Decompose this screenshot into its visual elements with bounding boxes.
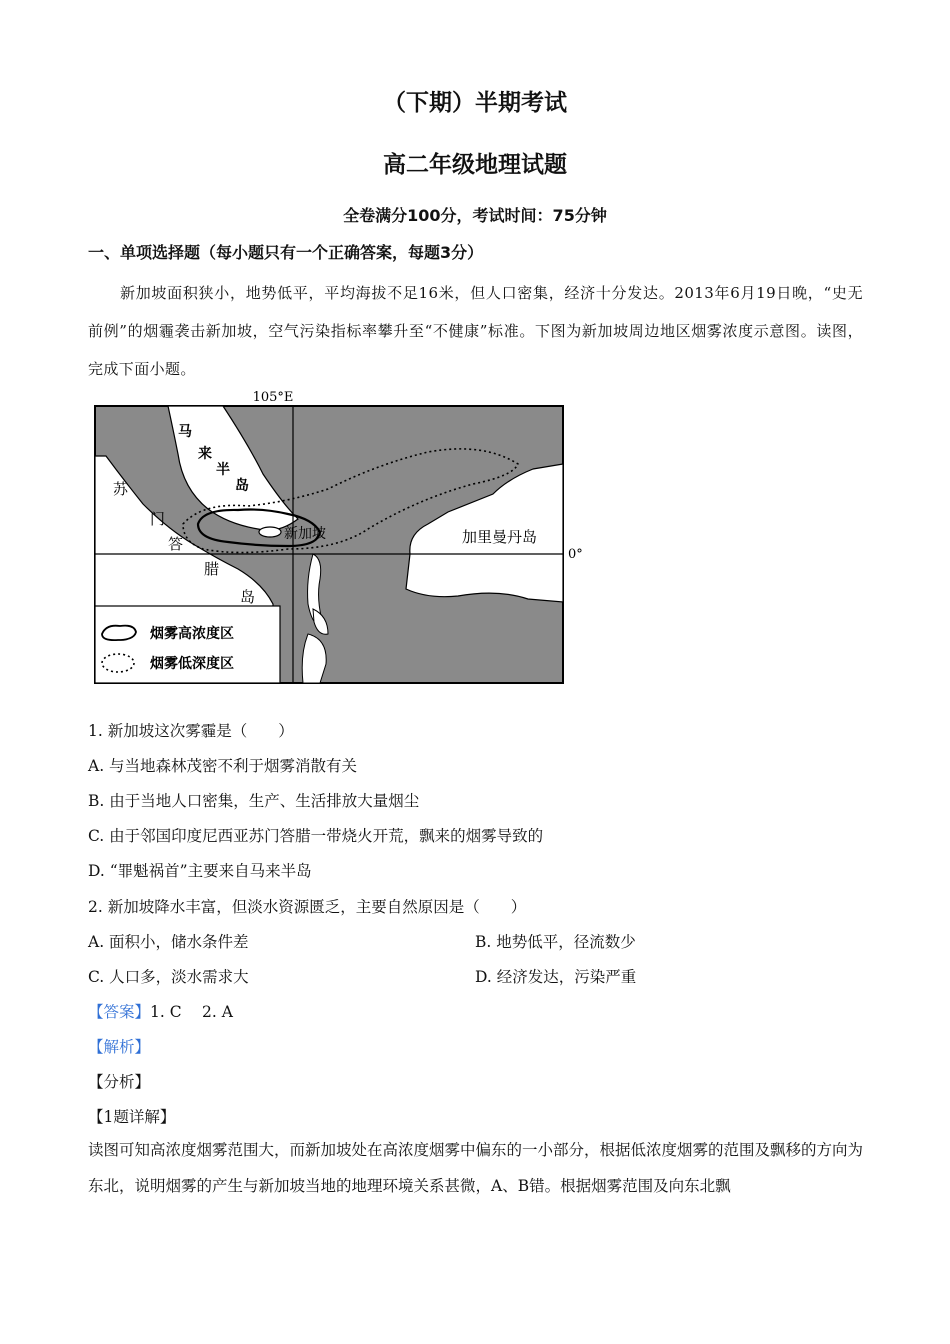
legend-high-label: 烟雾高浓度区 [150, 626, 234, 642]
question-option: D. “罪魁祸首”主要来自马来半岛 [88, 862, 312, 880]
legend-low-label: 烟雾低深度区 [150, 656, 234, 672]
malay-label-char: 来 [198, 446, 212, 462]
sumatra-label-char: 腊 [204, 560, 220, 578]
intro-paragraph: 新加坡面积狭小，地势低平，平均海拔不足16米，但人口密集，经济十分发达。2013年6月19日晚，“史无前例”的烟霾袭击新加坡，空气污染指标率攀升至“不健康”标准。下图为新加坡周边地区烟雾浓度示意图。读图，完成下面小题。 [88, 284, 863, 378]
detail-paragraph: 读图可知高浓度烟雾范围大，而新加坡处在高浓度烟雾中偏东的一小部分，根据低浓度烟雾的范围及飘移的方向为东北，说明烟雾的产生与新加坡当地的地理环境关系甚微，A、B错。根据烟雾范围及向东北飘 [88, 1141, 864, 1195]
exam-info: 全卷满分100分，考试时间：75分钟 [343, 206, 607, 225]
question-stem: 1. 新加坡这次雾霾是（ ） [88, 722, 294, 740]
malay-label-char: 岛 [235, 478, 249, 494]
answer-value: 1. C 2. A [150, 1003, 233, 1021]
sumatra-label-char: 答 [168, 535, 184, 553]
malay-label-char: 马 [178, 424, 192, 440]
sumatra-label-char: 苏 [113, 480, 129, 498]
answer-line [88, 1000, 233, 1022]
kalimantan-label: 加里曼丹岛 [462, 528, 538, 546]
question-option: A. 与当地森林茂密不利于烟雾消散有关 [88, 757, 358, 775]
analysis-line [88, 1035, 150, 1057]
analysis-tag: 【解析】 [88, 1038, 151, 1056]
singapore-island [259, 527, 281, 537]
question-stem: 2. 新加坡降水丰富，但淡水资源匮乏，主要自然原因是（ ） [88, 898, 527, 916]
smog-map [88, 384, 588, 689]
fenxi-heading: 【分析】 [88, 1073, 151, 1091]
malay-label-char: 半 [216, 462, 230, 478]
question-option: B. 地势低平，径流数少 [475, 933, 636, 951]
longitude-label: 105°E [252, 390, 294, 405]
section-heading: 一、单项选择题（每小题只有一个正确答案，每题3分） [88, 243, 484, 262]
answer-tag: 【答案】 [88, 1003, 151, 1021]
exam-subject-title: 高二年级地理试题 [383, 152, 567, 178]
latitude-label: 0° [568, 547, 583, 562]
sumatra-label-char: 岛 [240, 588, 256, 606]
question-option: A. 面积小，储水条件差 [88, 933, 249, 951]
singapore-label: 新加坡 [284, 526, 326, 542]
sumatra-label-char: 门 [150, 510, 166, 528]
exam-title: （下期）半期考试 [383, 90, 567, 116]
question-option: C. 人口多，淡水需求大 [88, 968, 249, 986]
question-option: B. 由于当地人口密集，生产、生活排放大量烟尘 [88, 792, 420, 810]
detail-heading: 【1题详解】 [88, 1108, 176, 1126]
question-option: C. 由于邻国印度尼西亚苏门答腊一带烧火开荒，飘来的烟雾导致的 [88, 827, 544, 845]
question-option: D. 经济发达，污染严重 [475, 968, 637, 986]
